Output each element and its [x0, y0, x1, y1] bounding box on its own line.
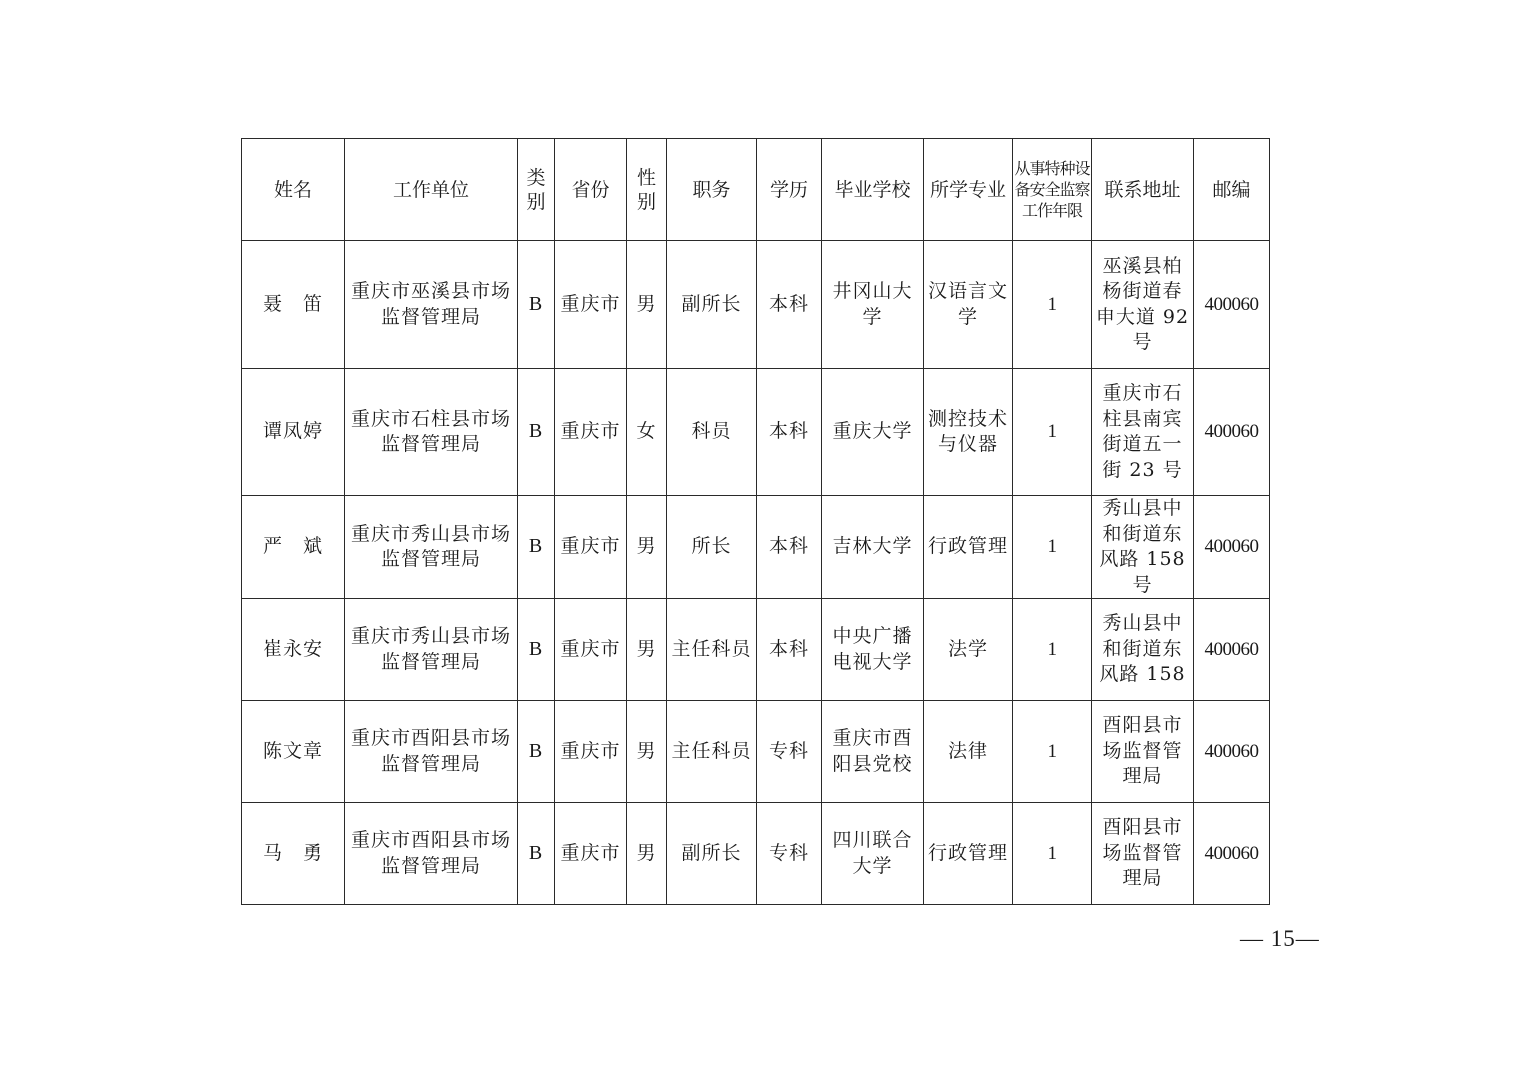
- cell-province: 重庆市: [555, 599, 627, 701]
- cell-province: 重庆市: [555, 701, 627, 803]
- cell-position: 副所长: [667, 241, 757, 369]
- cell-category: B: [518, 803, 555, 905]
- cell-address: 重庆市石柱县南宾街道五一街 23 号: [1092, 369, 1194, 496]
- header-address: 联系地址: [1092, 139, 1194, 241]
- table-row: [242, 701, 1270, 803]
- header-major: 所学专业: [924, 139, 1013, 241]
- table-row: [242, 369, 1270, 496]
- cell-education: 专科: [757, 701, 822, 803]
- personnel-table: [241, 138, 1270, 905]
- cell-major: 测控技术与仪器: [924, 369, 1013, 496]
- cell-province: 重庆市: [555, 496, 627, 599]
- cell-major: 法学: [924, 599, 1013, 701]
- cell-years: 1: [1013, 369, 1092, 496]
- table-row: [242, 241, 1270, 369]
- cell-position: 科员: [667, 369, 757, 496]
- cell-gender: 男: [627, 241, 667, 369]
- cell-province: 重庆市: [555, 369, 627, 496]
- cell-unit: 重庆市酉阳县市场监督管理局: [345, 803, 518, 905]
- cell-position: 所长: [667, 496, 757, 599]
- cell-gender: 男: [627, 599, 667, 701]
- cell-name: 聂 笛: [242, 241, 345, 369]
- cell-postcode: 400060: [1194, 599, 1270, 701]
- cell-years: 1: [1013, 803, 1092, 905]
- table-row: [242, 803, 1270, 905]
- cell-name: 崔永安: [242, 599, 345, 701]
- cell-address: 秀山县中和街道东风路 158 号: [1092, 496, 1194, 599]
- cell-school: 吉林大学: [822, 496, 924, 599]
- cell-position: 副所长: [667, 803, 757, 905]
- cell-gender: 男: [627, 701, 667, 803]
- cell-unit: 重庆市酉阳县市场监督管理局: [345, 701, 518, 803]
- cell-postcode: 400060: [1194, 803, 1270, 905]
- cell-major: 汉语言文学: [924, 241, 1013, 369]
- cell-unit: 重庆市石柱县市场监督管理局: [345, 369, 518, 496]
- cell-name: 马 勇: [242, 803, 345, 905]
- header-category: 类别: [518, 139, 555, 241]
- cell-category: B: [518, 496, 555, 599]
- cell-years: 1: [1013, 701, 1092, 803]
- cell-school: 中央广播电视大学: [822, 599, 924, 701]
- cell-category: B: [518, 241, 555, 369]
- header-province: 省份: [555, 139, 627, 241]
- cell-education: 专科: [757, 803, 822, 905]
- cell-category: B: [518, 701, 555, 803]
- cell-category: B: [518, 369, 555, 496]
- header-gender: 性别: [627, 139, 667, 241]
- table-row: [242, 496, 1270, 599]
- cell-province: 重庆市: [555, 241, 627, 369]
- cell-name: 严 斌: [242, 496, 345, 599]
- header-position: 职务: [667, 139, 757, 241]
- cell-postcode: 400060: [1194, 496, 1270, 599]
- table-header-row: [242, 139, 1270, 241]
- cell-education: 本科: [757, 496, 822, 599]
- cell-years: 1: [1013, 241, 1092, 369]
- cell-address: 秀山县中和街道东风路 158: [1092, 599, 1194, 701]
- cell-position: 主任科员: [667, 599, 757, 701]
- cell-school: 井冈山大学: [822, 241, 924, 369]
- cell-province: 重庆市: [555, 803, 627, 905]
- table-row: [242, 599, 1270, 701]
- cell-unit: 重庆市秀山县市场监督管理局: [345, 599, 518, 701]
- cell-school: 四川联合大学: [822, 803, 924, 905]
- header-name: 姓名: [242, 139, 345, 241]
- header-school: 毕业学校: [822, 139, 924, 241]
- cell-school: 重庆市酉阳县党校: [822, 701, 924, 803]
- cell-major: 法律: [924, 701, 1013, 803]
- header-unit: 工作单位: [345, 139, 518, 241]
- cell-name: 陈文章: [242, 701, 345, 803]
- header-postcode: 邮编: [1194, 139, 1270, 241]
- cell-gender: 女: [627, 369, 667, 496]
- cell-years: 1: [1013, 496, 1092, 599]
- cell-postcode: 400060: [1194, 241, 1270, 369]
- cell-category: B: [518, 599, 555, 701]
- cell-unit: 重庆市巫溪县市场监督管理局: [345, 241, 518, 369]
- cell-name: 谭凤婷: [242, 369, 345, 496]
- cell-address: 酉阳县市场监督管理局: [1092, 701, 1194, 803]
- cell-postcode: 400060: [1194, 369, 1270, 496]
- cell-years: 1: [1013, 599, 1092, 701]
- cell-education: 本科: [757, 369, 822, 496]
- cell-gender: 男: [627, 803, 667, 905]
- header-years: 从事特种设备安全监察工作年限: [1013, 139, 1092, 241]
- cell-unit: 重庆市秀山县市场监督管理局: [345, 496, 518, 599]
- cell-postcode: 400060: [1194, 701, 1270, 803]
- page-number: — 15—: [1240, 926, 1320, 951]
- cell-education: 本科: [757, 241, 822, 369]
- cell-major: 行政管理: [924, 803, 1013, 905]
- cell-position: 主任科员: [667, 701, 757, 803]
- cell-major: 行政管理: [924, 496, 1013, 599]
- header-education: 学历: [757, 139, 822, 241]
- cell-address: 酉阳县市场监督管理局: [1092, 803, 1194, 905]
- cell-address: 巫溪县柏杨街道春申大道 92 号: [1092, 241, 1194, 369]
- cell-gender: 男: [627, 496, 667, 599]
- cell-school: 重庆大学: [822, 369, 924, 496]
- cell-education: 本科: [757, 599, 822, 701]
